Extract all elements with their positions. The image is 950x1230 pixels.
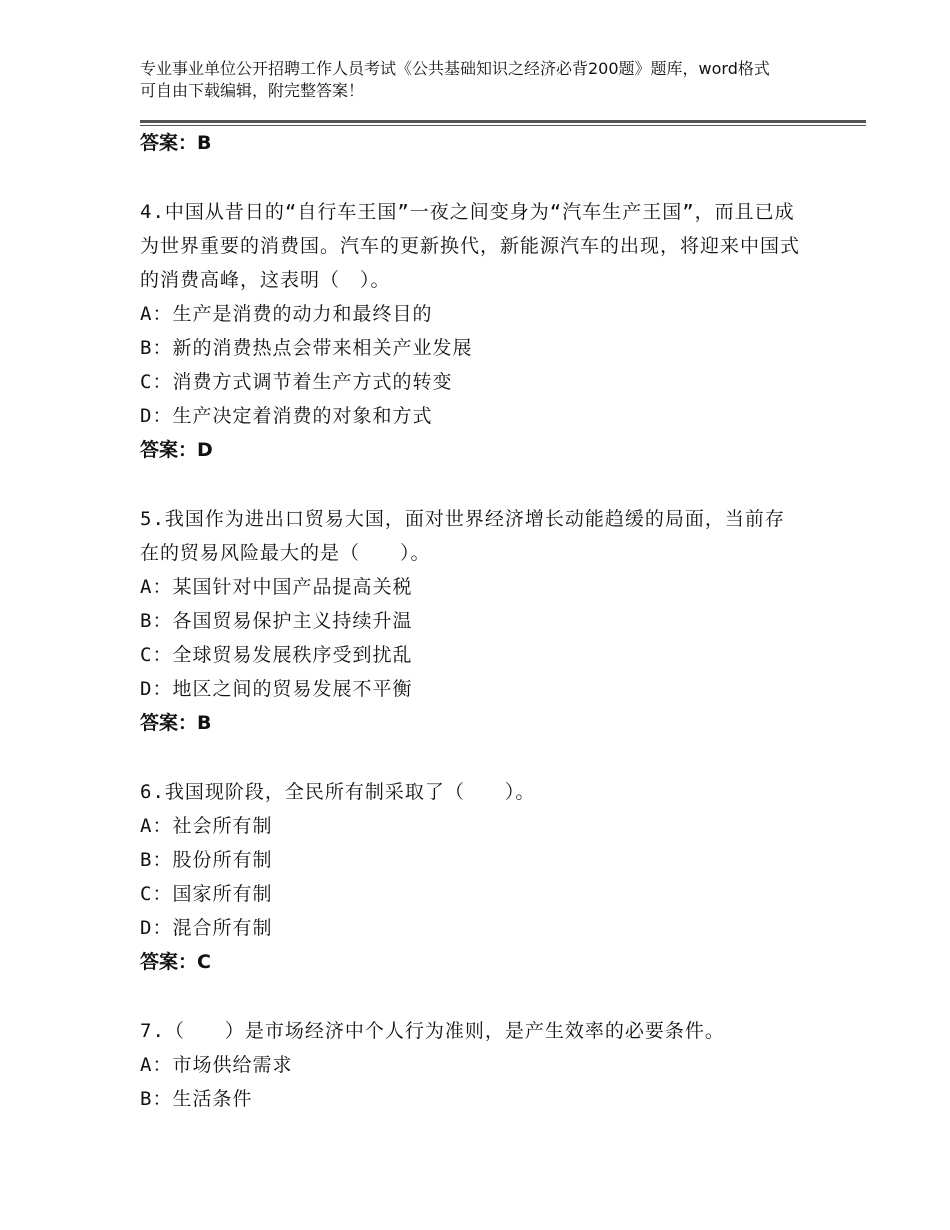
- option-c: C：消费方式调节着生产方式的转变: [140, 371, 453, 393]
- option-d: D：生产决定着消费的对象和方式: [140, 405, 433, 427]
- question-text: 5.我国作为进出口贸易大国，面对世界经济增长动能趋缓的局面，当前存在的贸易风险最大的是（ ）。: [140, 508, 785, 564]
- option-b: B：股份所有制: [140, 849, 273, 871]
- question-text: 7.（ ）是市场经济中个人行为准则，是产生效率的必要条件。: [140, 1020, 725, 1042]
- answer-q3: 答案：B: [140, 132, 212, 154]
- option-c: C：全球贸易发展秩序受到扰乱: [140, 644, 413, 666]
- document-header: [140, 58, 780, 102]
- option-b: B：新的消费热点会带来相关产业发展: [140, 337, 473, 359]
- option-a: A：生产是消费的动力和最终目的: [140, 303, 433, 325]
- header-divider: [140, 120, 866, 126]
- option-d: D：地区之间的贸易发展不平衡: [140, 678, 413, 700]
- question-5: [140, 502, 800, 740]
- question-7: [140, 1014, 800, 1116]
- option-a: A：某国针对中国产品提高关税: [140, 576, 413, 598]
- question-4: [140, 195, 800, 467]
- document-title: 专业事业单位公开招聘工作人员考试《公共基础知识之经济必背200题》题库，word格式可自由下载编辑，附完整答案！: [140, 59, 770, 100]
- option-b: B：生活条件: [140, 1088, 253, 1110]
- answer: 答案：D: [140, 439, 213, 461]
- option-d: D：混合所有制: [140, 917, 273, 939]
- answer: 答案：B: [140, 712, 212, 734]
- question-text: 4.中国从昔日的“自行车王国”一夜之间变身为“汽车生产王国”，而且已成为世界重要的消费国。汽车的更新换代，新能源汽车的出现，将迎来中国式的消费高峰，这表明（ ）。: [140, 201, 801, 291]
- option-b: B：各国贸易保护主义持续升温: [140, 610, 413, 632]
- answer: 答案：C: [140, 951, 211, 973]
- option-a: A：社会所有制: [140, 815, 273, 837]
- option-a: A：市场供给需求: [140, 1054, 293, 1076]
- option-c: C：国家所有制: [140, 883, 273, 905]
- question-text: 6.我国现阶段，全民所有制采取了（ ）。: [140, 781, 536, 803]
- question-6: [140, 775, 800, 979]
